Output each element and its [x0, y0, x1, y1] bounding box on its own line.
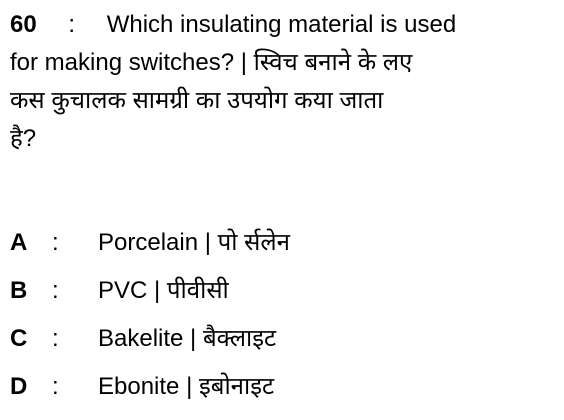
question-text-line-2: for making switches? | स्विच बनाने के लए — [10, 49, 413, 76]
question-text-line-1: Which insulating material is used — [106, 11, 457, 38]
option-c-letter: C — [10, 325, 28, 352]
option-c-text: Bakelite | बैक्लाइट — [98, 325, 277, 352]
option-a-text: Porcelain | पो र्सलेन — [98, 229, 290, 256]
option-b-text: PVC | पीवीसी — [98, 277, 229, 304]
question-text-line-4: है? — [10, 125, 37, 152]
question-separator: : — [68, 11, 76, 38]
option-a[interactable] — [10, 226, 290, 260]
option-a-letter: A — [10, 229, 28, 256]
option-d[interactable] — [10, 370, 274, 404]
option-a-separator: : — [52, 229, 59, 256]
option-b-separator: : — [52, 277, 59, 304]
option-d-letter: D — [10, 373, 28, 400]
option-b[interactable] — [10, 274, 229, 308]
option-c[interactable] — [10, 322, 276, 356]
option-b-letter: B — [10, 277, 28, 304]
option-d-text: Ebonite | इबोनाइट — [98, 373, 275, 400]
option-d-separator: : — [52, 373, 59, 400]
question-line-1 — [10, 6, 556, 44]
question-block — [10, 6, 556, 158]
option-c-separator: : — [52, 325, 59, 352]
question-text-line-3: कस कुचालक सामग्री का उपयोग कया जाता — [10, 87, 384, 114]
question-number: 60 — [10, 11, 37, 38]
